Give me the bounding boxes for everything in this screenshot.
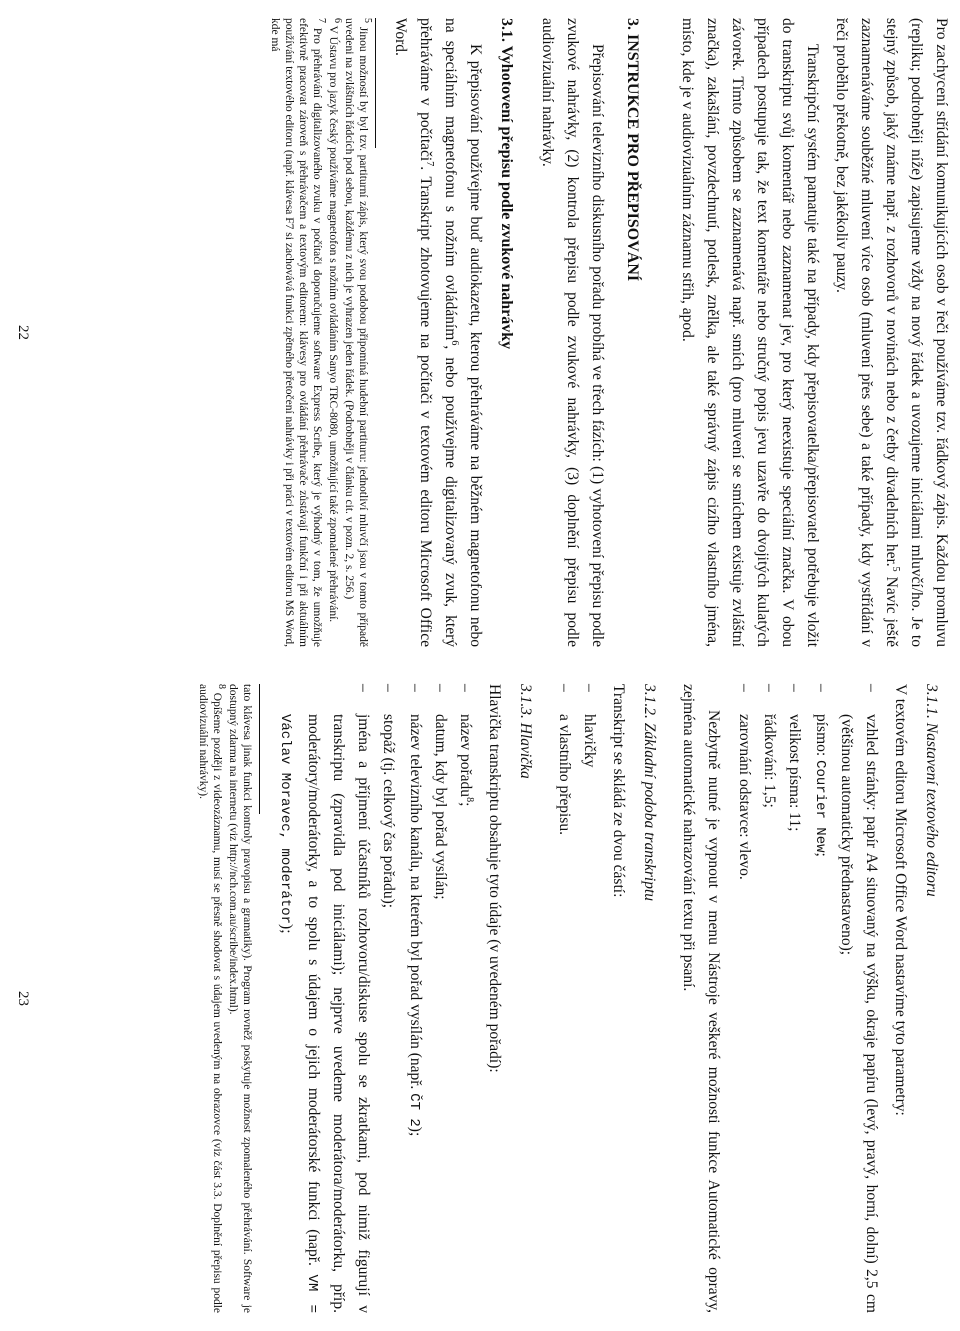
footnote: $^5$ Jinou možností by byl tzv. partiturní zápis, který svou podobou připomíná hudební partituru: jednotliví mluvčí jsou v tomto případě uvedeni na zvláštních řádcích pod sebou, každému z nich je vyhrazen jeden řádek. (Podrobněji v článku cit. v pozn. 2, s. 256.) bbox=[343, 18, 373, 648]
list-item: – velikost písma: 11; bbox=[786, 684, 803, 832]
section-heading-3-1-2: 3.1.2. Základní podoba transkriptu bbox=[641, 684, 658, 902]
page-23 bbox=[0, 666, 960, 1331]
footnote: $^6$ V Ústavu pro jazyk český používáme magnetofon s nožním ovládáním Sanyo TRC-8080, umožňující také zpomalené přehrávání. bbox=[327, 18, 343, 623]
list-item: – datum, kdy byl pořad vysílán; bbox=[432, 684, 449, 900]
footnote: $^7$ Pro přehrávání digitalizovaného zvuku v počítači doporučujeme software Express Scribe, který je výhodný v tom, že umožňuje efektivně pracovat zároveň s přehrávačem a textovým editorem: klávesy pro ovládání přehrávače zůstávají funkční i při aktuálním používání textového editoru (např. klávesa F7 si zachovává funkci zpětného přetočení nahrávky i při práci v textovém editoru MS Word, kde má bbox=[269, 18, 327, 647]
paragraph-parts: Transkript se skládá ze dvou částí: bbox=[610, 684, 627, 898]
page-number: 23 bbox=[15, 991, 31, 1006]
footnote-ref-5[interactable]: 5 bbox=[890, 566, 902, 572]
paragraph-autocorrect: Nezbytně nutné je vypnout v menu Nástroje veškeré možnosti funkce Automatické opravy, zejména automatické nahrazování textu při psaní. bbox=[680, 684, 722, 1313]
footnote-divider bbox=[259, 684, 260, 814]
footnote: tato klávesa jinak funkci kontroly pravopisu a gramatiky). Program rovněž poskytuje možnost zpomaleného přehrávání. Software je dostupný zdarma na internetu (viz http://nch.com.au/scribe/index.html). bbox=[227, 684, 253, 1313]
footnotes-left bbox=[268, 18, 373, 648]
list-item: – řádkování: 1,5; bbox=[761, 684, 778, 808]
paragraph-comments: Transkripční systém pamatuje také na případy, kdy přepisovatelka/přepisovatel potřebuje vložit do transkriptu svůj komentář nebo zaznamenat jev, pro který neexistuje speciální značka. V obou případech postupuje tak, že text komentáře nebo stručný popis jevu uzavře do dvojitých kulatých závorek. Tímto způsobem se zaznamenává např. smích (pro mluvení se smíchem existuje zvláštní značka), zakašlání, povzdechnutí, potlesk, znělka, ale také správný zápis cizího vlastního jména, místo, kde je v audiovizuálním záznamu střih, apod. bbox=[679, 18, 821, 647]
paragraph-recording: K přepisování používejme buď audiokazetu, kterou přehráváme na běžném magnetofonu nebo na speciálním magnetofonu s nožním ovládáním$^6$, nebo používejme digitalizovaný zvuk, který přehráváme v počítači$^7$. Transkript zhotovujeme na počítači v textovém editoru Microsoft Office Word. bbox=[392, 18, 484, 647]
page-number: 22 bbox=[15, 325, 31, 340]
list-item: – jména a příjmení účastníků rozhovoru/diskuse spolu se zkratkami, pod nimiž figurují v transkriptu (zpravidla pod iniciálami); nejprve uvedeme moderátora/moderátorku, příp. moderátory/moderátorky, a to spolu s údajem o jejich moderátorské funkci (např. VM = Václav Moravec, moderátor); bbox=[277, 684, 372, 1313]
paragraph-phases: Přepisování televizního diskusního pořadu probíhá ve třech fázích: (1) vyhotovení přepisu podle zvukové nahrávky, (2) kontrola přepisu podle zvukové nahrávky, (3) doplnění přepisu podle audiovizuální nahrávky. bbox=[539, 18, 606, 647]
paragraph-header-intro: Hlavička transkriptu obsahuje tyto údaje (v uvedeném pořadí): bbox=[486, 684, 503, 1073]
paragraph-turn-taking: Pro zachycení střídání komunikujících osob v řeči používáme tzv. řádkový zápis. Každou promluvu (repliku; podrobněji níže) zapisujeme vždy na nový řádek a uvozujeme iniciálami mluvčí/ho. Je to stejný způsob, jaký známe např. z rozhovorů v novinách nebo z četby divadelních her.$^5$ Navíc ještě zaznamenáváme souběžné mluvení více osob (mluvení přes sebe) a také případy, kdy vystřídání v řeči proběhlo překotně, bez jakékoliv pauzy. bbox=[833, 18, 950, 648]
header-items-list bbox=[272, 684, 478, 1313]
section-heading-3-1: 3.1. Vyhotovení přepisu podle zvukové nahrávky bbox=[498, 18, 515, 350]
list-item: – název televizního kanálu, na kterém byl pořad vysílán (např. ČT 2); bbox=[406, 684, 424, 1137]
list-item: – a vlastního přepisu. bbox=[556, 684, 573, 835]
list-item: – stopáž (tj. celkový čas pořadu); bbox=[380, 684, 397, 909]
section-heading-3-1-3: 3.1.3. Hlavička bbox=[517, 684, 534, 779]
section-heading-3: 3. INSTRUKCE PRO PŘEPISOVÁNÍ bbox=[624, 18, 641, 282]
parts-list bbox=[552, 684, 602, 1313]
list-item: – vzhled stránky: papír A4 situovaný na výšku, okraje papíru (levý, pravý, horní, dolní) 2,5 cm (většinou automaticky přednastaveno); bbox=[838, 684, 880, 1313]
footnote-divider bbox=[375, 18, 376, 148]
list-item: – název pořadu$^8$; bbox=[457, 684, 476, 807]
footnote: $^8$ Opíšeme později z videozáznamu, musí se přesně shodovat s údajem uvedeným na obrazovce (viz část 3.3. Doplnění přepisu podle audiovizuální nahrávky). bbox=[197, 684, 227, 1314]
settings-list bbox=[732, 684, 884, 1313]
footnote-ref-8[interactable]: 8 bbox=[464, 797, 476, 803]
footnote-ref-7[interactable]: 7 bbox=[424, 161, 436, 167]
section-heading-3-1-1: 3.1.1. Nastavení textového editoru bbox=[923, 684, 940, 897]
page-22 bbox=[0, 0, 960, 665]
footnote-ref-6[interactable]: 6 bbox=[449, 340, 461, 346]
paragraph-editor-intro: V textovém editoru Microsoft Office Word nastavíme tyto parametry: bbox=[892, 684, 909, 1116]
list-item: – písmo: Courier New; bbox=[812, 684, 830, 857]
list-item: – hlavičky bbox=[581, 684, 598, 768]
list-item: – zarovnání odstavce: vlevo. bbox=[736, 684, 753, 880]
footnotes-right bbox=[196, 684, 254, 1313]
